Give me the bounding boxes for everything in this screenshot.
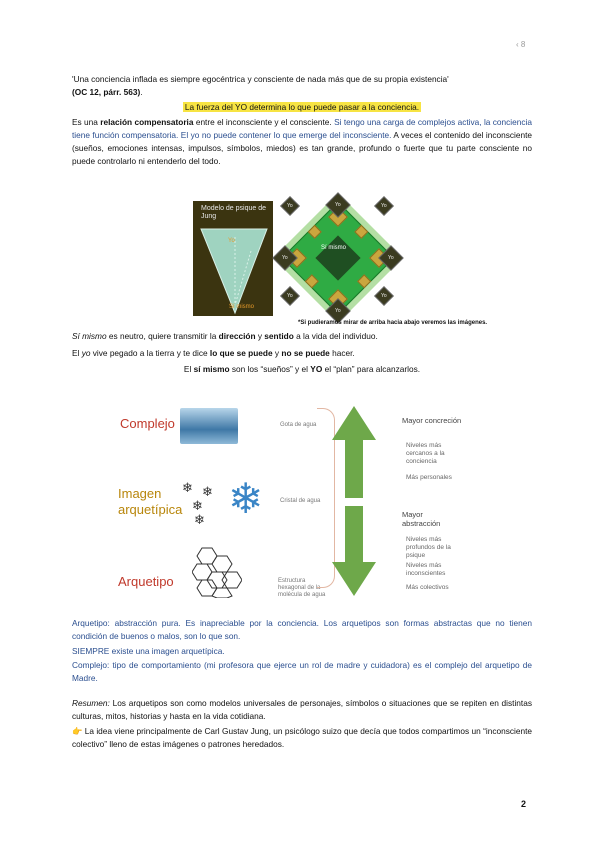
label-imagen: Imagen — [118, 486, 162, 501]
highlight-text: La fuerza del YO determina lo que puede pasar a la conciencia. — [184, 102, 420, 112]
paragraph-compensatoria — [72, 116, 532, 168]
dr-b: sí mismo — [193, 364, 230, 374]
highlight-line — [72, 101, 532, 114]
hexagonal-lattice-image — [192, 546, 242, 598]
para1-bold: relación compensatoria — [100, 117, 194, 127]
para1-t5: A veces el contenido del inconsciente (sueños, emociones intensas, impulsos, símbolos, miedos) es tan grande, profundo o fuerte que tu parte consciente no puede controlarlo ni entenderlo del todo. — [72, 130, 532, 166]
def-siempre-label: SIEMPRE — [72, 646, 110, 656]
small-flake-1: ❄ — [182, 480, 193, 495]
node-label-bottom: Yo — [335, 308, 341, 314]
small-flake-3: ❄ — [192, 498, 203, 513]
yo-e: y — [272, 348, 282, 358]
para1-t3: entre el inconsciente y el consciente. — [193, 117, 335, 127]
def-complejo-text: tipo de comportamiento (mi profesora que ejerce un rol de madre y cuidadora) es el complejo del arquetipo de Madre. — [72, 660, 532, 683]
psyche-model-image — [193, 201, 273, 316]
page-number: 2 — [521, 799, 527, 809]
yo-d: lo que se puede — [209, 348, 273, 358]
resumen-idea-text: La idea viene principalmente de Carl Gustav Jung, un psicólogo suizo que decía que todos compartimos un “inconsciente colectivo” lleno de estas imágenes o patrones heredados. — [72, 726, 532, 749]
node-label-top: Yo — [335, 202, 341, 208]
niveles-profundos: Niveles más profundos de la psique — [406, 536, 451, 559]
def-siempre — [72, 645, 532, 658]
niveles-cercanos: Niveles más cercanos a la conciencia — [406, 442, 445, 465]
def-arquetipo — [72, 617, 532, 643]
line-si-mismo — [72, 330, 532, 343]
dr-a: El — [183, 364, 194, 374]
sm-d: y — [255, 331, 265, 341]
corner-label-bl: Yo — [287, 293, 293, 299]
arrows — [332, 406, 377, 596]
resumen-idea — [72, 725, 532, 751]
mandala-center-label: Sí mismo — [321, 245, 347, 251]
note-cristal: Cristal de agua — [280, 498, 321, 504]
header-mark: ‹ 8 — [516, 40, 526, 49]
archetype-diagram — [110, 398, 475, 598]
sm-f: a la vida del individuo. — [293, 331, 378, 341]
sm-b: es neutro, quiere transmitir la — [106, 331, 219, 341]
sm-c: dirección — [218, 331, 256, 341]
mas-colectivos: Más colectivos — [406, 584, 449, 591]
corner-label-tl: Yo — [287, 203, 293, 209]
mayor-concrecion: Mayor concreción — [402, 416, 462, 425]
quote-ref-tail: . — [140, 87, 143, 97]
psyche-model-title: Modelo de psique de Jung — [201, 205, 266, 220]
arrow-down — [332, 506, 376, 596]
resumen-label: Resumen: — [72, 698, 110, 708]
resumen-text: Los arquetipos son como modelos universales de personajes, símbolos o situaciones que se repiten en distintas culturas, mitos, historias y hasta en la vida cotidiana. — [72, 698, 532, 721]
note-gota: Gota de agua — [280, 422, 317, 428]
psyche-si-mismo-label: Sí mismo — [229, 304, 255, 310]
corner-label-br: Yo — [381, 293, 387, 299]
quote-ref: (OC 12, párr. 563) — [72, 87, 141, 97]
def-siempre-text: existe una imagen arquetípica. — [109, 646, 225, 656]
mas-personales: Más personales — [406, 474, 452, 481]
def-arq-label: Arquetipo: — [72, 618, 110, 628]
line-yo — [72, 347, 532, 360]
mandala-image — [273, 193, 403, 323]
water-drop-image — [180, 408, 238, 444]
node-label-left: Yo — [282, 255, 288, 261]
dr-c: son los “sueños” y el — [229, 364, 311, 374]
node-label-right: Yo — [388, 255, 394, 261]
label-arquetipica: arquetípica — [118, 502, 183, 517]
def-arq-text: abstracción pura. Es inapreciable por la conciencia. Los arquetipos son formas abstractas que no tienen condición de buenos o malos, son lo que son. — [72, 618, 532, 641]
mayor-abstraccion: Mayor abstracción — [402, 510, 441, 528]
sm-a: Sí mismo — [72, 331, 107, 341]
yo-c: vive pegado a la tierra y te dice — [90, 348, 210, 358]
def-complejo-label: Complejo: — [72, 660, 110, 670]
yo-f: no se puede — [281, 348, 330, 358]
arrow-up — [332, 406, 376, 498]
figure-caption: *Si pudieramos mirar de arriba hacia abajo veremos las imágenes. — [298, 320, 488, 326]
resumen — [72, 697, 532, 723]
dr-d: YO — [310, 364, 323, 374]
line-dreams — [72, 363, 532, 376]
label-complejo: Complejo — [120, 416, 175, 431]
quote-text: 'Una conciencia inflada es siempre egocéntrica y consciente de nada más que de su propia existencia' — [72, 74, 449, 84]
psyche-yo-label: Yo — [228, 238, 235, 244]
quote — [72, 73, 532, 99]
small-flake-2: ❄ — [202, 484, 213, 499]
yo-a: El — [72, 348, 82, 358]
para1-t1: Es una — [72, 117, 101, 127]
snowflake-image: ❄ — [228, 475, 264, 522]
niveles-inconscientes: Niveles más inconscientes — [406, 562, 446, 577]
label-arquetipo: Arquetipo — [118, 574, 174, 589]
def-complejo — [72, 659, 532, 685]
small-flake-4: ❄ — [194, 512, 205, 527]
corner-label-tr: Yo — [381, 203, 387, 209]
yo-b: yo — [81, 348, 91, 358]
para1-blue: Si tengo una carga de complejos activa, la conciencia tiene función compensatoria. El yo no puede contener lo que emerge del inconsciente. — [72, 117, 532, 140]
note-estructura: Estructura hexagonal de la molécula de agua — [278, 578, 326, 598]
dr-e: el “plan” para alcanzarlos. — [322, 364, 421, 374]
pointing-hand-icon: 👉 — [72, 726, 83, 736]
sm-e: sentido — [264, 331, 294, 341]
yo-g: hacer. — [329, 348, 355, 358]
